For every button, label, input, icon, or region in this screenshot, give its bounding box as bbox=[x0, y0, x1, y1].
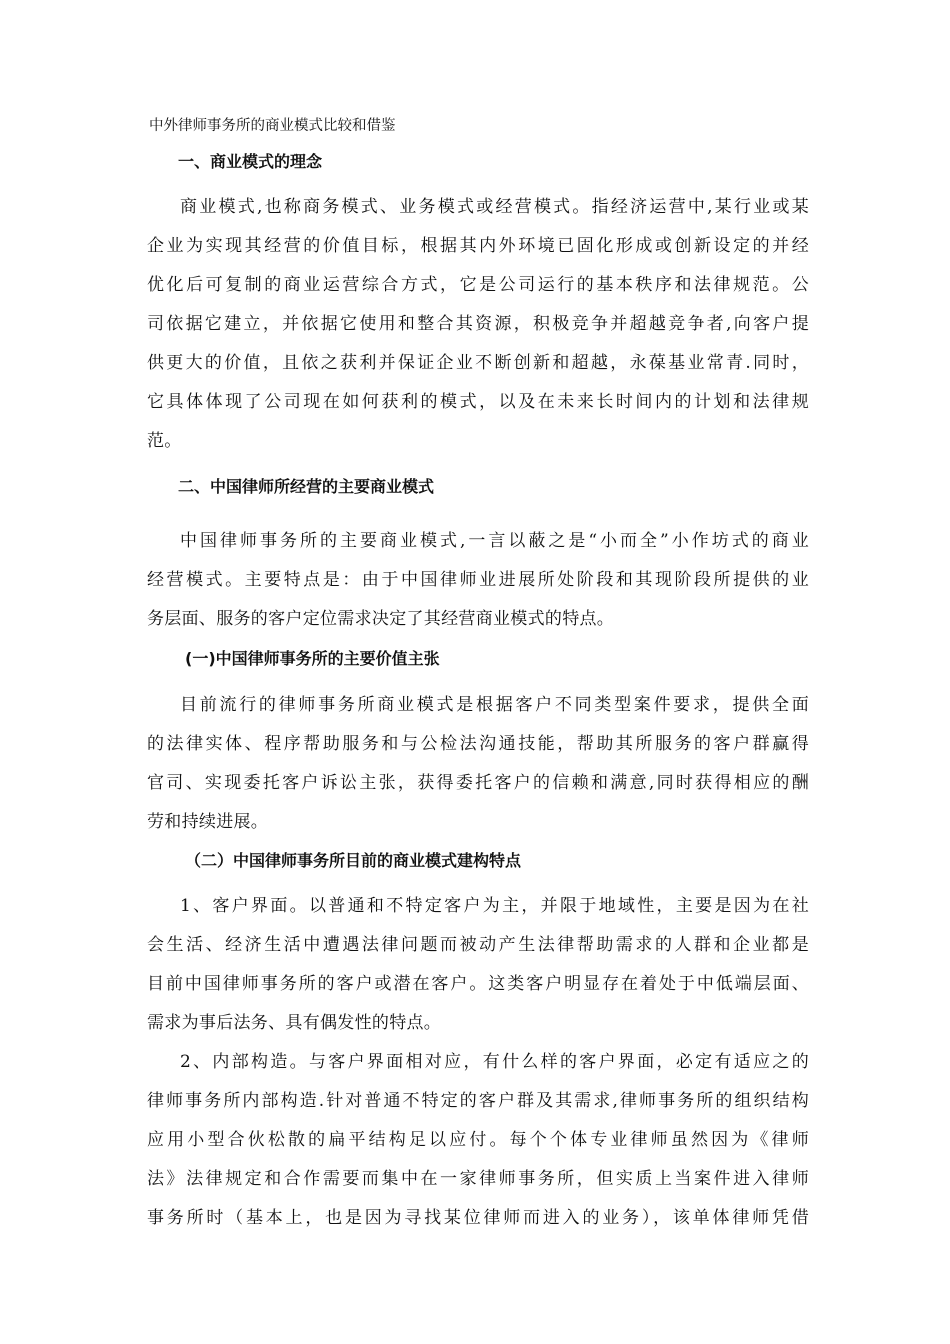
subsection-heading-1: (一)中国律师事务所的主要价值主张 bbox=[185, 649, 440, 668]
paragraph-line: 1、客户界面。以普通和不特定客户为主，并限于地域性，主要是因为在社 bbox=[180, 896, 809, 916]
paragraph-line: 中国律师事务所的主要商业模式,一言以蔽之是“小而全”小作坊式的商业 bbox=[180, 531, 809, 551]
paragraph-line: 企业为实现其经营的价值目标，根据其内外环境已固化形成或创新设定的并经 bbox=[147, 236, 809, 256]
paragraph-line: 的法律实体、程序帮助服务和与公检法沟通技能，帮助其所服务的客户群赢得 bbox=[147, 734, 809, 754]
paragraph-line: 会生活、经济生活中遭遇法律问题而被动产生法律帮助需求的人群和企业都是 bbox=[147, 935, 809, 955]
paragraph-line: 应用小型合伙松散的扁平结构足以应付。每个个体专业律师虽然因为《律师 bbox=[147, 1130, 809, 1150]
paragraph-line: 它具体体现了公司现在如何获利的模式，以及在未来长时间内的计划和法律规 bbox=[147, 392, 809, 412]
paragraph-line: 务层面、服务的客户定位需求决定了其经营商业模式的特点。 bbox=[147, 609, 615, 629]
paragraph-line: 司依据它建立，并依据它使用和整合其资源，积极竞争并超越竞争者,向客户提 bbox=[147, 314, 809, 334]
paragraph-line: 经营模式。主要特点是：由于中国律师业进展所处阶段和其现阶段所提供的业 bbox=[147, 570, 809, 590]
paragraph-line: 劳和持续进展。 bbox=[147, 812, 269, 832]
paragraph-line: 事务所时（基本上，也是因为寻找某位律师而进入的业务），该单体律师凭借 bbox=[147, 1208, 809, 1228]
paragraph-line: 律师事务所内部构造.针对普通不特定的客户群及其需求,律师事务所的组织结构 bbox=[147, 1091, 809, 1111]
paragraph-line: 目前流行的律师事务所商业模式是根据客户不同类型案件要求，提供全面 bbox=[180, 695, 809, 715]
paragraph-line: 目前中国律师事务所的客户或潜在客户。这类客户明显存在着处于中低端层面、 bbox=[147, 974, 809, 994]
paragraph-line: 商业模式,也称商务模式、业务模式或经营模式。指经济运营中,某行业或某 bbox=[180, 197, 809, 217]
paragraph-line: 供更大的价值，且依之获利并保证企业不断创新和超越，永葆基业常青.同时， bbox=[147, 353, 809, 373]
document-title: 中外律师事务所的商业模式比较和借鉴 bbox=[149, 118, 396, 134]
section-heading-1: 一、商业模式的理念 bbox=[178, 152, 323, 171]
paragraph-line: 2、内部构造。与客户界面相对应，有什么样的客户界面，必定有适应之的 bbox=[180, 1052, 809, 1072]
subsection-heading-2: （二）中国律师事务所目前的商业模式建构特点 bbox=[185, 851, 522, 870]
paragraph-line: 法》法律规定和合作需要而集中在一家律师事务所，但实质上当案件进入律师 bbox=[147, 1169, 809, 1189]
paragraph-line: 需求为事后法务、具有偶发性的特点。 bbox=[147, 1013, 442, 1033]
section-heading-2: 二、中国律师所经营的主要商业模式 bbox=[178, 477, 435, 496]
paragraph-line: 范。 bbox=[147, 431, 182, 451]
paragraph-line: 官司、实现委托客户诉讼主张，获得委托客户的信赖和满意,同时获得相应的酬 bbox=[147, 773, 809, 793]
paragraph-line: 优化后可复制的商业运营综合方式，它是公司运行的基本秩序和法律规范。公 bbox=[147, 275, 809, 295]
